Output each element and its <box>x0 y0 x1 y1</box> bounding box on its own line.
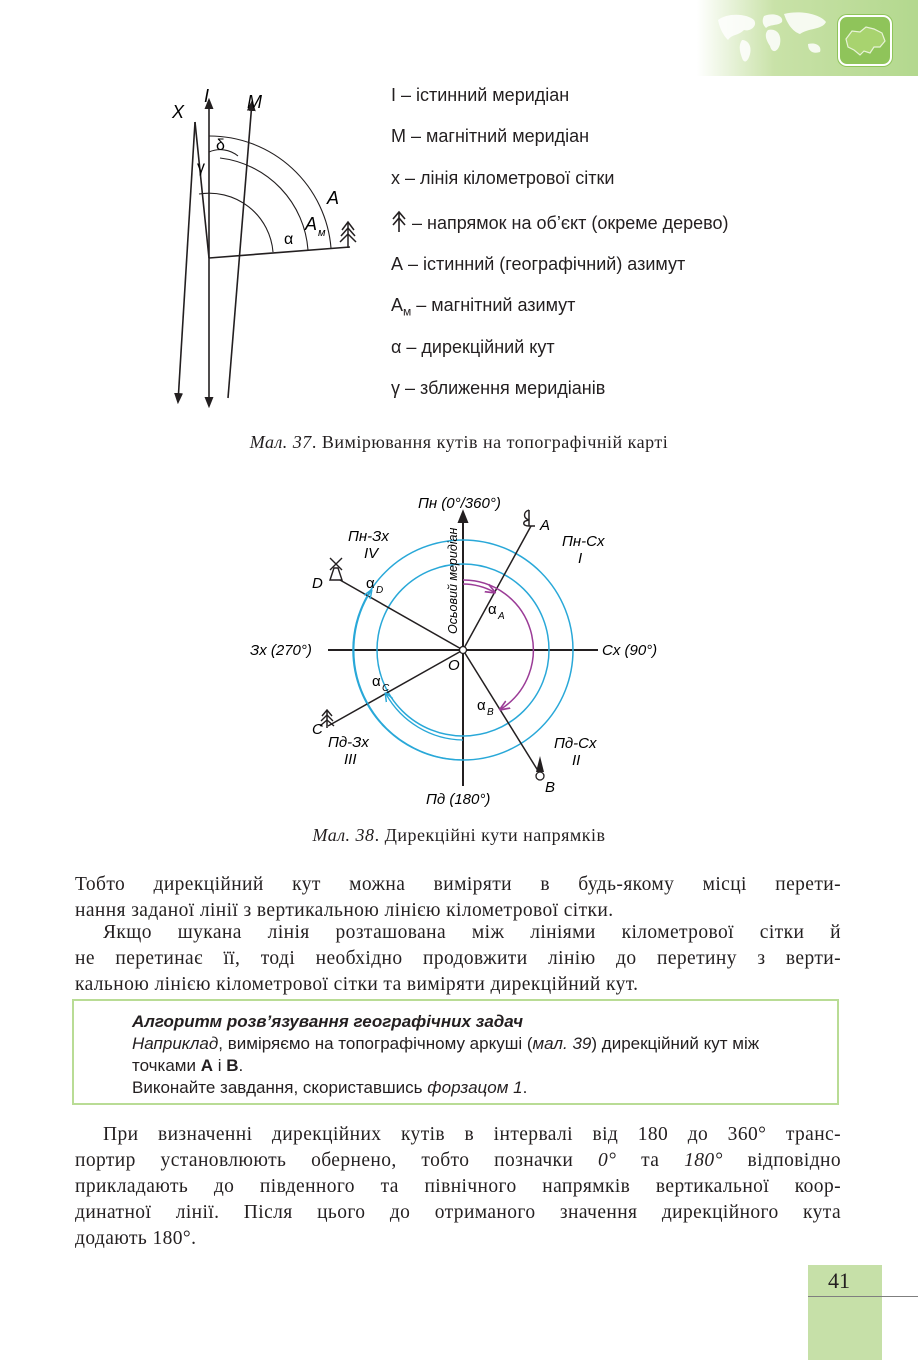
algorithm-line-1-b: ) дирекційний кут між <box>591 1034 760 1053</box>
algorithm-point-A: А <box>200 1056 213 1075</box>
paragraph-3-line-2-a: портир установлюють обернено, тобто позначки <box>75 1150 599 1171</box>
legend-am-main: А <box>391 295 404 315</box>
algorithm-line-2-mid: і <box>213 1056 227 1075</box>
figure-38-caption-number: Мал. 38 <box>312 825 375 845</box>
legend-directional-angle: α – дирекційний кут <box>391 337 555 357</box>
page-number-rule <box>808 1296 918 1297</box>
paragraph-3 <box>75 1122 841 1252</box>
figure-37-caption <box>0 432 918 453</box>
algorithm-line-2-end: . <box>238 1056 244 1075</box>
figure-38-caption <box>0 825 918 846</box>
marker-icon <box>536 756 544 780</box>
alpha-B-label: α <box>477 697 486 714</box>
tree-icon <box>524 510 535 526</box>
point-B-label: B <box>545 779 556 796</box>
page-number: 41 <box>828 1268 850 1293</box>
axial-meridian-label: Осьовий меридіан <box>446 527 460 634</box>
paragraph-2 <box>75 920 841 998</box>
sw-label: Пд-Зх <box>328 734 369 751</box>
algorithm-example-word: Наприклад <box>132 1034 219 1053</box>
paragraph-3-line-3: прикладають до південного та північного напрямків вертикальної коор- <box>75 1176 841 1197</box>
windmill-icon <box>330 558 342 580</box>
east-label: Сх (90°) <box>602 642 658 659</box>
legend-grid-line: х – лінія кілометрової сітки <box>391 168 615 188</box>
legend-object-direction-text: – напрямок на об’єкт (окреме дерево) <box>412 213 729 233</box>
north-label: Пн (0°/360°) <box>418 495 501 512</box>
se-label: Пд-Сх <box>554 735 597 752</box>
label-Am-sub: м <box>318 227 326 239</box>
algorithm-point-B: В <box>226 1056 239 1075</box>
point-A-label: A <box>540 517 551 534</box>
ukraine-map-icon <box>838 15 892 66</box>
algorithm-figure-ref: мал. 39 <box>532 1034 592 1053</box>
figure-38-caption-text: . Дирекційні кути напрямків <box>374 825 606 845</box>
legend-am-sub: м <box>403 304 412 319</box>
paragraph-3-line-1: При визначенні дирекційних кутів в інтервалі від 180 до 360° транс- <box>103 1124 841 1145</box>
label-delta: δ <box>216 137 225 154</box>
label-A: A <box>327 188 340 208</box>
legend-true-azimuth: А – істинний (географічний) азимут <box>391 254 686 274</box>
paragraph-3-line-2-b: та <box>616 1150 685 1171</box>
paragraph-2-line-3: кальною лінією кілометрової сітки та виміряти дирекційний кут. <box>75 974 639 995</box>
algorithm-endpaper-ref: форзацом 1 <box>427 1078 523 1097</box>
ne-label: Пн-Сх <box>562 533 605 550</box>
object-direction-line <box>209 247 350 258</box>
tree-arrow-icon <box>391 210 407 232</box>
figure-37-caption-text: . Вимірювання кутів на топографічній карті <box>311 432 669 452</box>
paragraph-1-line-2: нання заданої лінії з вертикальною лінією кілометрової сітки. <box>75 900 614 921</box>
algorithm-line-3-a: Виконайте завдання, скориставшись <box>132 1078 428 1097</box>
alpha-A-sub: A <box>498 611 505 622</box>
algorithm-line-1 <box>132 1033 759 1055</box>
algorithm-line-3 <box>132 1077 527 1099</box>
paragraph-3-line-5: додають 180°. <box>75 1228 197 1249</box>
legend-object-direction <box>391 210 729 234</box>
paragraph-3-line-2 <box>75 1148 841 1174</box>
alpha-C-sub: C <box>382 683 390 694</box>
algorithm-line-2 <box>132 1055 243 1077</box>
label-I: I <box>204 86 210 106</box>
legend-am-rest: – магнітний азимут <box>416 295 576 315</box>
figure-37-diagram <box>160 80 380 420</box>
label-alpha: α <box>284 231 294 248</box>
legend-magnetic-azimuth <box>391 295 575 319</box>
arc-alpha <box>199 193 273 252</box>
se-quarter: II <box>572 752 581 769</box>
west-label: Зх (270°) <box>250 642 312 659</box>
origin-label: O <box>448 657 460 674</box>
arc-Am <box>220 158 308 250</box>
algorithm-line-1-a: , виміряємо на топографічному аркуші ( <box>218 1034 533 1053</box>
paragraph-3-line-4: динатної лінії. Після цього до отриманого значення дирекційного кута <box>75 1202 841 1223</box>
paragraph-2-line-1: Якщо шукана лінія розташована між лініями кілометрової сітки й <box>103 922 841 943</box>
legend-true-meridian: I – істинний меридіан <box>391 85 570 105</box>
label-gamma: γ <box>197 159 205 176</box>
alpha-D-sub: D <box>376 585 384 596</box>
nw-quarter: IV <box>364 545 379 562</box>
ne-quarter: I <box>578 550 583 567</box>
point-D-label: D <box>312 575 323 592</box>
grid-line-x <box>178 122 195 402</box>
algorithm-box <box>72 999 839 1105</box>
tree-icon <box>340 222 356 248</box>
alpha-D-label: α <box>366 575 375 592</box>
algorithm-line-2-a: точками <box>132 1056 201 1075</box>
alpha-C-label: α <box>372 673 381 690</box>
label-Am: A <box>305 214 318 234</box>
paragraph-3-zero-mark: 0° <box>598 1150 617 1171</box>
label-M: M <box>247 92 262 112</box>
paragraph-2-line-2: не перетинає її, тоді необхідно продовжити лінію до перетину з верти- <box>75 948 841 969</box>
sw-quarter: III <box>344 751 357 768</box>
figure-37-caption-number: Мал. 37 <box>249 432 312 452</box>
line-OC <box>328 650 463 726</box>
legend-meridian-convergence: γ – зближення меридіанів <box>391 378 606 398</box>
figure-38-diagram <box>240 488 680 810</box>
legend-magnetic-meridian: М – магнітний меридіан <box>391 126 590 146</box>
point-C-label: C <box>312 721 323 738</box>
algorithm-line-3-end: . <box>522 1078 528 1097</box>
origin-point <box>460 647 467 654</box>
line-OB <box>463 650 540 774</box>
paragraph-3-line-2-c: відповідно <box>722 1150 842 1171</box>
world-map-icon <box>708 6 838 68</box>
paragraph-1-line-1: Тобто дирекційний кут можна виміряти в будь-якому місці перети- <box>75 874 841 895</box>
label-X: X <box>172 102 185 122</box>
magnetic-meridian-line <box>228 102 252 398</box>
alpha-B-sub: B <box>487 707 494 718</box>
paragraph-3-180-mark: 180° <box>684 1150 723 1171</box>
nw-label: Пн-Зх <box>348 528 389 545</box>
arc-alpha-C-visible <box>386 694 463 740</box>
paragraph-1 <box>75 872 841 924</box>
south-label: Пд (180°) <box>426 791 491 808</box>
arc-alpha-B <box>463 580 533 709</box>
algorithm-title: Алгоритм розв’язування географічних задач <box>132 1012 524 1031</box>
alpha-A-label: α <box>488 601 497 618</box>
